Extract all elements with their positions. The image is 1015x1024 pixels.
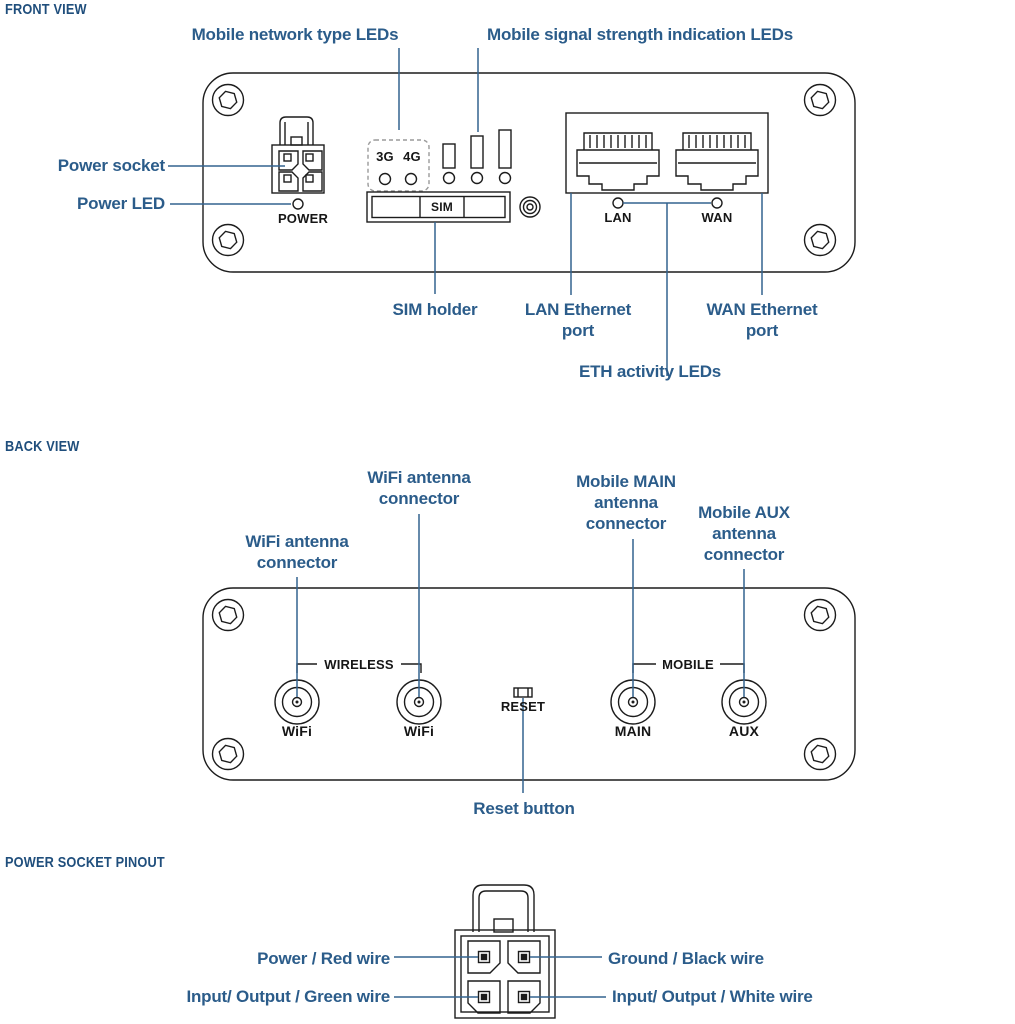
callout-wifi-antenna-connector-left: WiFi antenna connector — [245, 532, 349, 572]
callout-reset-button: Reset button — [473, 799, 575, 818]
callout-eth-activity-leds: ETH activity LEDs — [578, 362, 722, 381]
back-reset-label: RESET — [500, 699, 546, 714]
back-leader-lines — [297, 514, 744, 793]
back-aux-label: AUX — [728, 723, 760, 739]
power-socket-icon — [272, 117, 324, 193]
callout-mobile-signal-strength-leds: Mobile signal strength indication LEDs — [487, 25, 793, 44]
front-leader-lines — [168, 48, 762, 376]
front-4g-label: 4G — [403, 149, 421, 164]
sim-eject-nut-icon — [520, 197, 540, 217]
lan-led-icon — [613, 198, 623, 208]
callout-wan-ethernet-port: WAN Ethernet port — [706, 300, 818, 340]
callout-mobile-aux-antenna-connector: Mobile AUX antenna connector — [698, 503, 790, 564]
callout-lan-ethernet-port: LAN Ethernet port — [524, 300, 632, 340]
front-3g-label: 3G — [376, 149, 394, 164]
network-type-leds-icon — [368, 140, 429, 191]
front-panel-drawing — [203, 73, 855, 272]
front-wan-label: WAN — [701, 210, 733, 225]
back-mobile-label: MOBILE — [662, 657, 714, 672]
pin-contacts — [479, 952, 530, 1003]
callout-power-socket: Power socket — [57, 156, 165, 175]
power-socket-pinout-heading: POWER SOCKET PINOUT — [5, 854, 165, 871]
reset-button-icon — [514, 688, 532, 697]
front-view-heading: FRONT VIEW — [5, 1, 87, 18]
front-power-label: POWER — [277, 211, 329, 226]
front-lan-label: LAN — [604, 210, 632, 225]
power-led-icon — [293, 199, 303, 209]
callout-power-led: Power LED — [77, 194, 165, 213]
callout-pin-io-white: Input/ Output / White wire — [612, 987, 813, 1006]
callout-mobile-main-antenna-connector: Mobile MAIN antenna connector — [576, 472, 676, 533]
signal-strength-leds-icon — [443, 130, 511, 184]
callout-pin-power-red: Power / Red wire — [257, 949, 390, 968]
front-sim-label: SIM — [431, 200, 453, 214]
front-panel-outline — [203, 73, 855, 272]
back-panel-drawing — [203, 588, 855, 780]
wan-led-icon — [712, 198, 722, 208]
callout-wifi-antenna-connector-right: WiFi antenna connector — [367, 468, 471, 508]
back-wifi-left-label: WiFi — [281, 723, 313, 739]
back-view-heading: BACK VIEW — [5, 438, 80, 455]
back-main-label: MAIN — [614, 723, 652, 739]
ethernet-block-outline — [566, 113, 768, 193]
callout-mobile-network-type-leds: Mobile network type LEDs — [191, 25, 399, 44]
back-wireless-label: WIRELESS — [324, 657, 394, 672]
callout-pin-ground-black: Ground / Black wire — [608, 949, 764, 968]
back-wifi-right-label: WiFi — [403, 723, 435, 739]
pinout-connector-drawing — [455, 885, 555, 1018]
callout-pin-io-green: Input/ Output / Green wire — [186, 987, 390, 1006]
callout-sim-holder: SIM holder — [392, 300, 478, 319]
